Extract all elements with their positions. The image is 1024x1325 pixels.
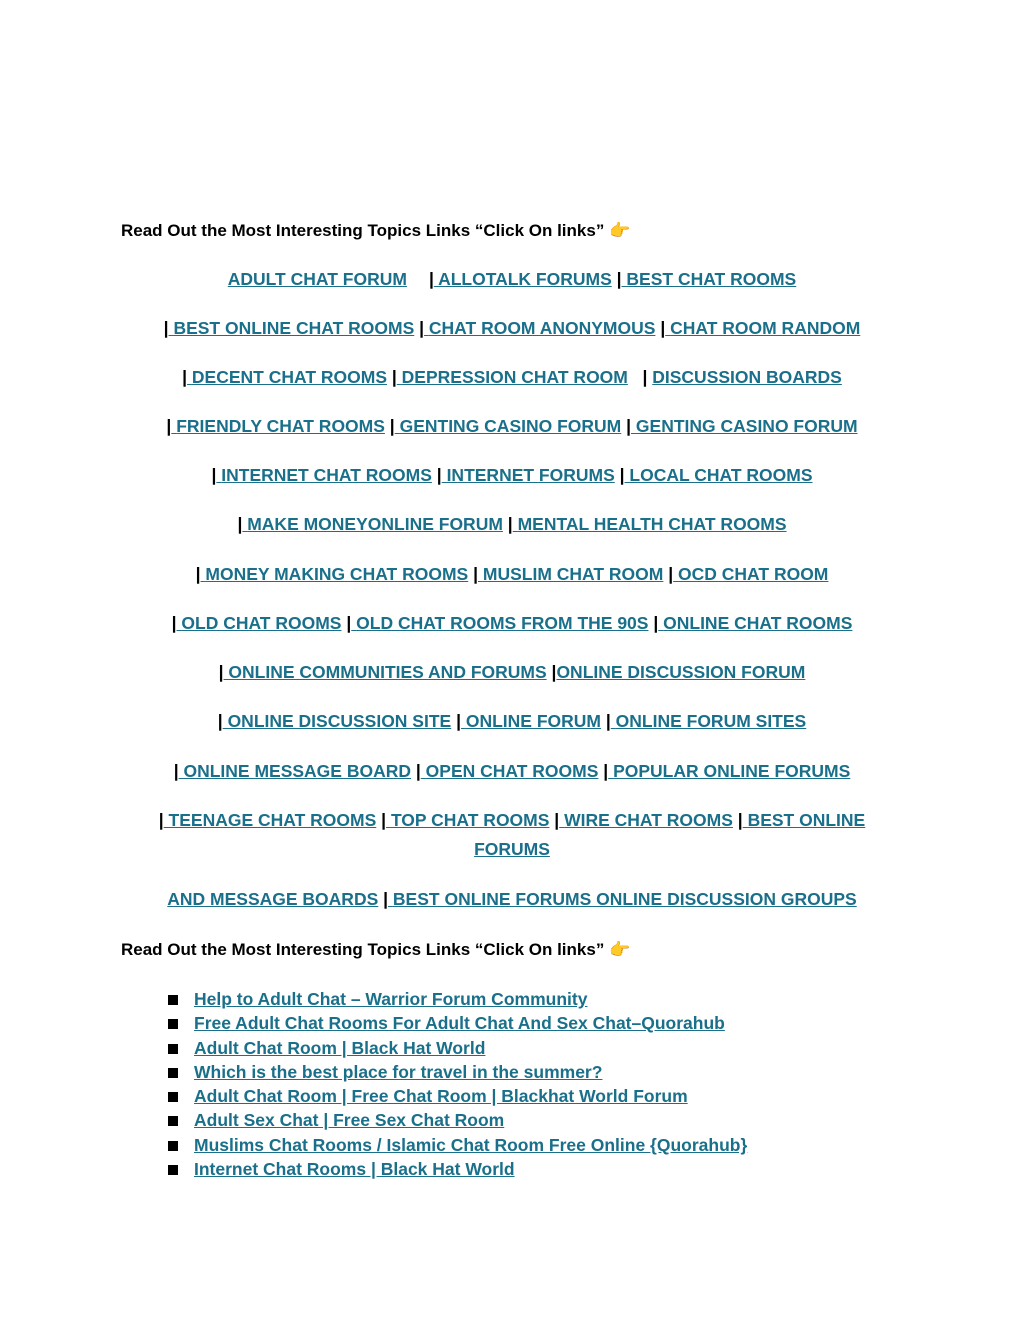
topic-link-online-forum-sites[interactable]: ONLINE FORUM SITES xyxy=(615,711,807,731)
topic-link-online-discussion-forum[interactable]: ONLINE DISCUSSION FORUM xyxy=(556,662,806,682)
topic-link-local-chat-rooms[interactable]: LOCAL CHAT ROOMS xyxy=(629,465,813,485)
related-link[interactable]: Adult Chat Room | Free Chat Room | Blackhat World Forum xyxy=(194,1086,688,1107)
square-bullet-icon xyxy=(168,1141,178,1151)
link-separator: | xyxy=(653,613,659,633)
link-separator: | xyxy=(389,416,395,436)
topic-link-allotalk-forums[interactable]: ALLOTALK FORUMS xyxy=(438,269,612,289)
topic-link-and-message-boards[interactable]: AND MESSAGE BOARDS xyxy=(167,889,379,909)
link-line xyxy=(140,806,884,864)
link-separator: | xyxy=(554,810,560,830)
topic-link-discussion-boards[interactable]: DISCUSSION BOARDS xyxy=(652,367,842,387)
link-separator: | xyxy=(381,810,387,830)
link-separator: | xyxy=(182,367,188,387)
topic-link-genting-casino-forum-2[interactable]: GENTING CASINO FORUM xyxy=(635,416,858,436)
link-line xyxy=(0,412,1024,441)
link-separator: | xyxy=(173,761,179,781)
related-link[interactable]: Adult Sex Chat | Free Sex Chat Room xyxy=(194,1110,505,1131)
topic-link-depression-chat-room[interactable]: DEPRESSION CHAT ROOM xyxy=(401,367,628,387)
topic-link-muslim-chat-room[interactable]: MUSLIM CHAT ROOM xyxy=(482,564,664,584)
pointing-hand-icon: 👉 xyxy=(609,221,631,241)
topic-link-teenage-chat-rooms[interactable]: TEENAGE CHAT ROOMS xyxy=(168,810,377,830)
intro-heading-text: Read Out the Most Interesting Topics Links “Click On links” xyxy=(121,221,605,240)
outro-heading-text: Read Out the Most Interesting Topics Links “Click On links” xyxy=(121,940,605,959)
topic-link-genting-casino-forum[interactable]: GENTING CASINO FORUM xyxy=(399,416,622,436)
link-separator: | xyxy=(428,269,434,289)
link-separator: | xyxy=(217,711,223,731)
link-separator: | xyxy=(346,613,352,633)
link-separator: | xyxy=(737,810,743,830)
link-separator: | xyxy=(616,269,622,289)
link-separator: | xyxy=(383,889,389,909)
link-separator: | xyxy=(211,465,217,485)
square-bullet-icon xyxy=(168,1116,178,1126)
topic-link-adult-chat-forum[interactable]: ADULT CHAT FORUM xyxy=(227,269,407,289)
topic-link-decent-chat-rooms[interactable]: DECENT CHAT ROOMS xyxy=(191,367,387,387)
topic-link-open-chat-rooms[interactable]: OPEN CHAT ROOMS xyxy=(425,761,599,781)
related-link[interactable]: Which is the best place for travel in the summer? xyxy=(194,1061,603,1082)
topic-link-friendly-chat-rooms[interactable]: FRIENDLY CHAT ROOMS xyxy=(176,416,385,436)
topic-link-best-online-forums-discussion-groups[interactable]: BEST ONLINE FORUMS ONLINE DISCUSSION GROUPS xyxy=(392,889,857,909)
link-line xyxy=(0,658,1024,687)
outro-heading xyxy=(121,940,630,960)
topic-link-mental-health-chat-rooms[interactable]: MENTAL HEALTH CHAT ROOMS xyxy=(517,514,787,534)
topic-link-best-online-chat-rooms[interactable]: BEST ONLINE CHAT ROOMS xyxy=(173,318,415,338)
link-line xyxy=(0,265,1024,294)
topic-link-make-money-online-forum[interactable]: MAKE MONEYONLINE FORUM xyxy=(247,514,503,534)
link-separator: | xyxy=(507,514,513,534)
link-separator: | xyxy=(473,564,478,584)
topic-link-old-chat-rooms[interactable]: OLD CHAT ROOMS xyxy=(181,613,342,633)
topic-link-chat-room-anonymous[interactable]: CHAT ROOM ANONYMOUS xyxy=(428,318,656,338)
link-separator: | xyxy=(166,416,172,436)
related-link[interactable]: Free Adult Chat Rooms For Adult Chat And Sex Chat–Quorahub xyxy=(194,1013,725,1034)
link-separator: | xyxy=(237,514,243,534)
link-separator: | xyxy=(660,318,666,338)
square-bullet-icon xyxy=(168,1019,178,1029)
topic-link-online-chat-rooms[interactable]: ONLINE CHAT ROOMS xyxy=(663,613,853,633)
topic-link-internet-chat-rooms[interactable]: INTERNET CHAT ROOMS xyxy=(221,465,432,485)
related-link[interactable]: Muslims Chat Rooms / Islamic Chat Room Free Online {Quorahub} xyxy=(194,1134,748,1155)
link-separator: | xyxy=(171,613,177,633)
link-separator: | xyxy=(218,662,224,682)
topic-link-online-discussion-site[interactable]: ONLINE DISCUSSION SITE xyxy=(227,711,452,731)
intro-heading xyxy=(121,221,630,241)
square-bullet-icon xyxy=(168,1044,178,1054)
link-separator: | xyxy=(668,564,674,584)
link-line xyxy=(0,609,1024,638)
topic-link-online-forum[interactable]: ONLINE FORUM xyxy=(465,711,601,731)
square-bullet-icon xyxy=(168,995,178,1005)
topic-link-best-online-forums[interactable]: BEST ONLINE FORUMS xyxy=(474,810,866,859)
topic-link-ocd-chat-room[interactable]: OCD CHAT ROOM xyxy=(678,564,829,584)
link-separator: | xyxy=(642,367,648,387)
link-line xyxy=(0,314,1024,343)
topic-link-money-making-chat-rooms[interactable]: MONEY MAKING CHAT ROOMS xyxy=(205,564,469,584)
topic-link-popular-online-forums[interactable]: POPULAR ONLINE FORUMS xyxy=(613,761,851,781)
topic-link-online-communities-and-forums[interactable]: ONLINE COMMUNITIES AND FORUMS xyxy=(228,662,547,682)
link-separator: | xyxy=(415,761,421,781)
link-separator: | xyxy=(619,465,625,485)
topic-link-chat-room-random[interactable]: CHAT ROOM RANDOM xyxy=(670,318,861,338)
link-line xyxy=(0,461,1024,490)
link-separator: | xyxy=(436,465,442,485)
link-separator: | xyxy=(603,761,609,781)
link-line xyxy=(0,757,1024,786)
link-separator: | xyxy=(163,318,169,338)
link-separator: | xyxy=(158,810,164,830)
topic-link-best-chat-rooms[interactable]: BEST CHAT ROOMS xyxy=(626,269,797,289)
link-separator: | xyxy=(551,662,557,682)
related-link[interactable]: Internet Chat Rooms | Black Hat World xyxy=(194,1159,515,1180)
topic-link-internet-forums[interactable]: INTERNET FORUMS xyxy=(446,465,615,485)
link-separator: | xyxy=(419,318,425,338)
link-line xyxy=(0,363,1024,392)
link-line xyxy=(0,560,1024,589)
link-separator: | xyxy=(195,564,201,584)
related-link[interactable]: Adult Chat Room | Black Hat World xyxy=(194,1037,486,1058)
topic-link-online-message-board[interactable]: ONLINE MESSAGE BOARD xyxy=(183,761,411,781)
square-bullet-icon xyxy=(168,1068,178,1078)
link-separator: | xyxy=(391,367,397,387)
pointing-hand-icon: 👉 xyxy=(609,940,631,960)
link-line xyxy=(0,885,1024,914)
topic-link-wire-chat-rooms[interactable]: WIRE CHAT ROOMS xyxy=(564,810,733,830)
link-separator: | xyxy=(456,711,461,731)
related-link[interactable]: Help to Adult Chat – Warrior Forum Community xyxy=(194,989,588,1009)
link-line xyxy=(0,707,1024,736)
link-separator: | xyxy=(605,711,611,731)
link-separator: | xyxy=(626,416,632,436)
link-line xyxy=(0,510,1024,539)
square-bullet-icon xyxy=(168,1092,178,1102)
square-bullet-icon xyxy=(168,1165,178,1175)
topic-link-old-chat-rooms-90s[interactable]: OLD CHAT ROOMS FROM THE 90S xyxy=(356,613,649,633)
topic-link-top-chat-rooms[interactable]: TOP CHAT ROOMS xyxy=(390,810,550,830)
